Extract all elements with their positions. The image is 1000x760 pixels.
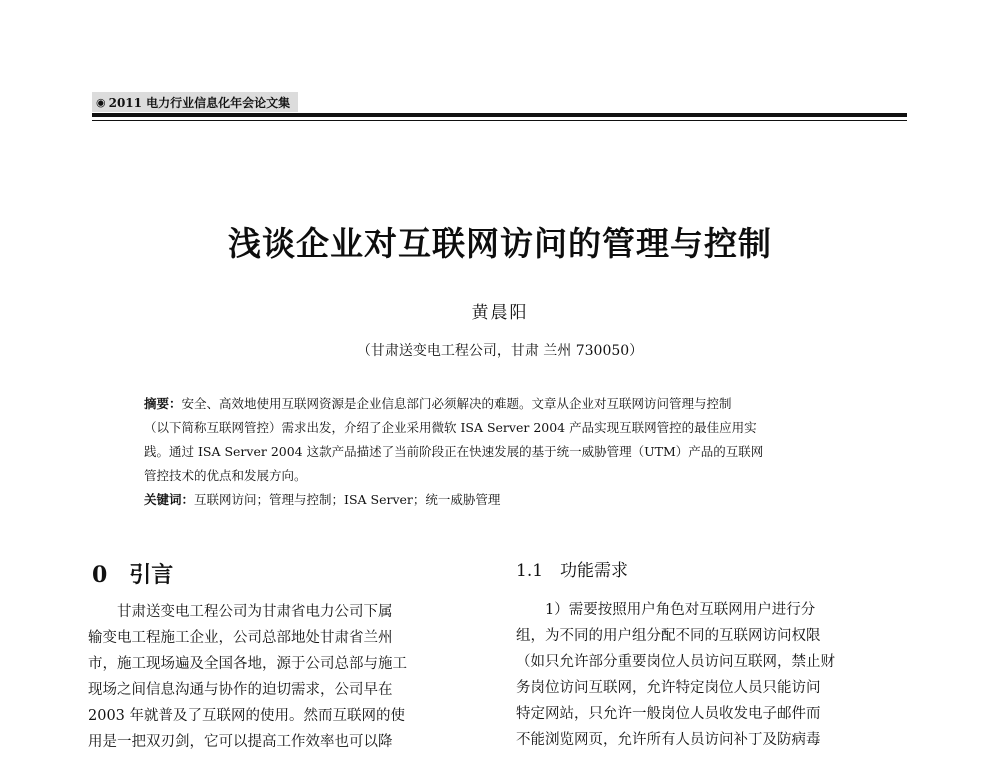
- body-line: 不能浏览网页，允许所有人员访问补丁及防病毒: [516, 732, 821, 748]
- section-0-body: [88, 599, 480, 755]
- section-0-heading: 0 引言: [92, 562, 174, 588]
- body-line: 2003 年就普及了互联网的使用。然而互联网的使: [88, 708, 406, 724]
- section-1-1-heading: 1.1 功能需求: [516, 561, 629, 581]
- keywords-text: 互联网访问；管理与控制；ISA Server；统一威胁管理: [194, 492, 501, 507]
- body-line: 甘肃送变电工程公司为甘肃省电力公司下属: [88, 604, 393, 620]
- body-line: 现场之间信息沟通与协作的迫切需求，公司早在: [88, 682, 393, 698]
- abstract-label: 摘要：: [144, 396, 182, 411]
- keywords-label: 关键词：: [144, 492, 195, 507]
- keywords: [144, 490, 856, 508]
- body-line: 用是一把双刃剑，它可以提高工作效率也可以降: [88, 734, 393, 750]
- abstract-line-4: 管控技术的优点和发展方向。: [144, 468, 307, 483]
- paper-affiliation: （甘肃送变电工程公司，甘肃 兰州 730050）: [356, 343, 644, 359]
- running-header: [92, 92, 298, 112]
- body-line: 1）需要按照用户角色对互联网用户进行分: [516, 602, 816, 618]
- abstract: [144, 392, 856, 488]
- abstract-line-3: 践。通过 ISA Server 2004 这款产品描述了当前阶段正在快速发展的基于统一威胁管理（UTM）产品的互联网: [144, 444, 764, 459]
- body-line: 输变电工程施工企业，公司总部地处甘肃省兰州: [88, 630, 393, 646]
- header-rule-thick: [92, 113, 907, 117]
- body-line: （如只允许部分重要岗位人员访问互联网，禁止财: [516, 654, 835, 670]
- running-title: 2011 电力行业信息化年会论文集: [108, 95, 291, 110]
- body-line: 特定网站，只允许一般岗位人员收发电子邮件而: [516, 706, 821, 722]
- body-line: 市，施工现场遍及全国各地，源于公司总部与施工: [88, 656, 407, 672]
- abstract-line-1: [144, 392, 856, 416]
- section-1-1-body: [516, 597, 908, 753]
- body-line: 务岗位访问互联网，允许特定岗位人员只能访问: [516, 680, 821, 696]
- abstract-text-1: 安全、高效地使用互联网资源是企业信息部门必须解决的难题。文章从企业对互联网访问管理与控制: [181, 396, 732, 411]
- paper-author: 黄晨阳: [471, 303, 529, 323]
- header-rule-thin: [92, 120, 907, 121]
- abstract-line-2: （以下简称互联网管控）需求出发，介绍了企业采用微软 ISA Server 2004 产品实现互联网管控的最佳应用实: [144, 420, 757, 435]
- paper-title: 浅谈企业对互联网访问的管理与控制: [228, 224, 772, 263]
- body-line: 组，为不同的用户组分配不同的互联网访问权限: [516, 628, 821, 644]
- header-mark-icon: ◉: [96, 95, 106, 109]
